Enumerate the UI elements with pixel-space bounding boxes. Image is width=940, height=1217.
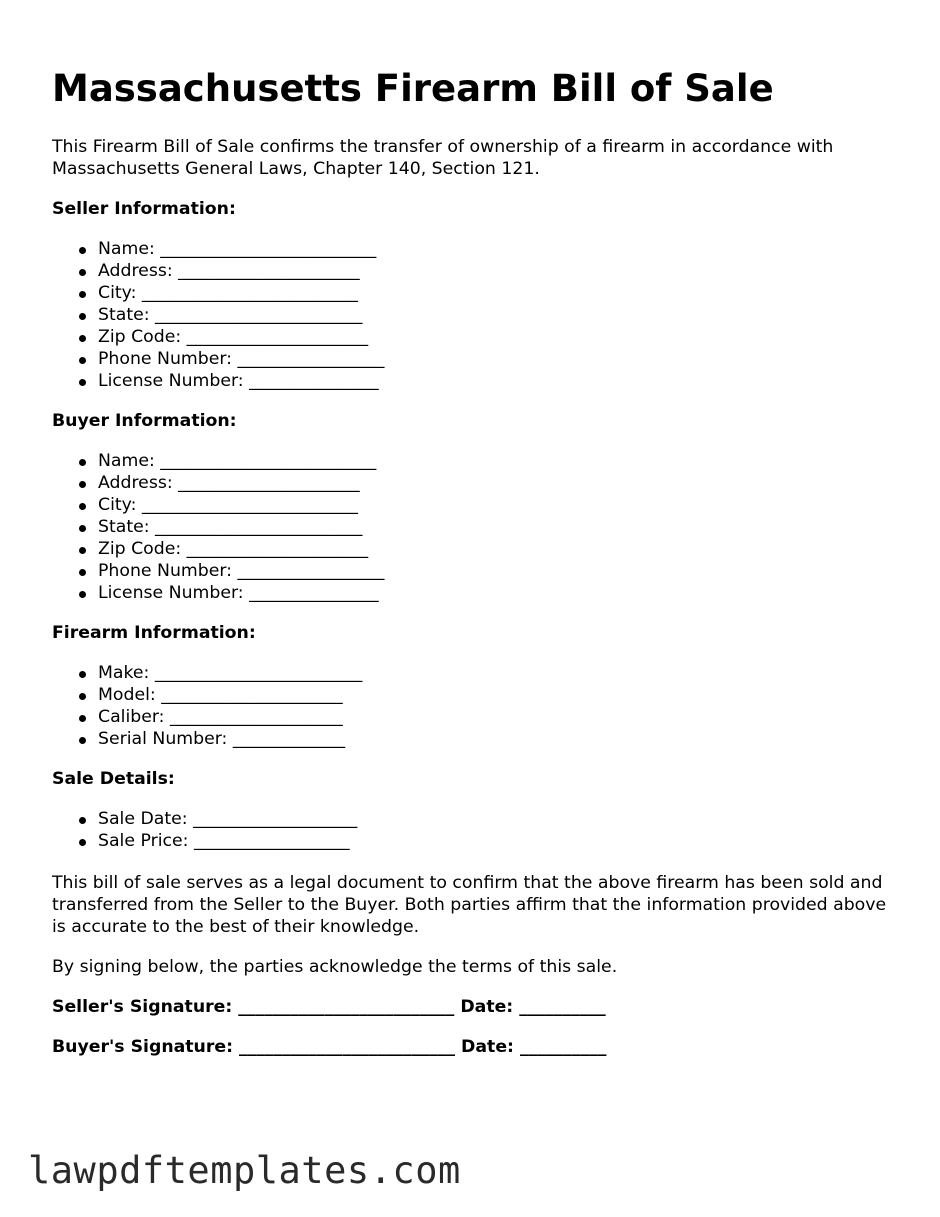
seller-city-field: City: _________________________ (98, 283, 358, 303)
intro-paragraph: This Firearm Bill of Sale confirms the transfer of ownership of a firearm in accordance with Massachusetts General Laws, Chapter 140, Section 121. (52, 137, 834, 179)
list-item (52, 494, 384, 516)
buyer-license-field: License Number: _______________ (98, 583, 379, 603)
seller-license-field: License Number: _______________ (98, 371, 379, 391)
firearm-serial-field: Serial Number: _____________ (98, 729, 346, 749)
watermark: lawpdftemplates.com (28, 1149, 461, 1192)
bullet-icon (79, 313, 86, 320)
list-item (52, 662, 362, 684)
list-item (52, 830, 357, 852)
list-item (52, 560, 384, 582)
bullet-icon (79, 817, 86, 824)
list-item (52, 538, 384, 560)
list-item (52, 304, 384, 326)
bullet-icon (79, 715, 86, 722)
bullet-icon (79, 379, 86, 386)
seller-phone-field: Phone Number: _________________ (98, 349, 385, 369)
firearm-model-field: Model: _____________________ (98, 685, 343, 705)
sale-price-field: Sale Price: __________________ (98, 831, 350, 851)
seller-state-field: State: ________________________ (98, 305, 363, 325)
buyer-phone-field: Phone Number: _________________ (98, 561, 385, 581)
seller-signature-line: Seller's Signature: _________________________ Date: __________ (52, 997, 606, 1017)
buyer-signature-line: Buyer's Signature: _________________________ Date: __________ (52, 1037, 607, 1057)
firearm-heading: Firearm Information: (52, 623, 256, 643)
list-item (52, 370, 384, 392)
list-item (52, 808, 357, 830)
seller-name-field: Name: _________________________ (98, 239, 377, 259)
bullet-icon (79, 839, 86, 846)
list-item (52, 282, 384, 304)
buyer-heading: Buyer Information: (52, 411, 237, 431)
firearm-caliber-field: Caliber: ____________________ (98, 707, 343, 727)
bullet-icon (79, 547, 86, 554)
list-item (52, 472, 384, 494)
list-item (52, 516, 384, 538)
list-item (52, 706, 362, 728)
sale-heading: Sale Details: (52, 769, 175, 789)
bullet-icon (79, 693, 86, 700)
list-item (52, 450, 384, 472)
firearm-make-field: Make: ________________________ (98, 663, 363, 683)
buyer-address-field: Address: _____________________ (98, 473, 360, 493)
seller-heading: Seller Information: (52, 199, 236, 219)
seller-address-field: Address: _____________________ (98, 261, 360, 281)
bullet-icon (79, 481, 86, 488)
bullet-icon (79, 335, 86, 342)
bullet-icon (79, 291, 86, 298)
buyer-fields-list (52, 450, 384, 604)
seller-fields-list (52, 238, 384, 392)
list-item (52, 260, 384, 282)
list-item (52, 238, 384, 260)
bullet-icon (79, 269, 86, 276)
buyer-zip-field: Zip Code: _____________________ (98, 539, 369, 559)
closing-statement: This bill of sale serves as a legal document to confirm that the above firearm has been sold and transferred from the Seller to the Buyer. Both parties affirm that the information provided above is accurate to the best of their knowledge. (52, 873, 887, 937)
bullet-icon (79, 591, 86, 598)
acknowledgement-text: By signing below, the parties acknowledge the terms of this sale. (52, 957, 618, 977)
bullet-icon (79, 459, 86, 466)
list-item (52, 348, 384, 370)
document-title: Massachusetts Firearm Bill of Sale (52, 67, 774, 110)
list-item (52, 326, 384, 348)
bullet-icon (79, 569, 86, 576)
buyer-name-field: Name: _________________________ (98, 451, 377, 471)
bullet-icon (79, 525, 86, 532)
bullet-icon (79, 671, 86, 678)
bullet-icon (79, 247, 86, 254)
bullet-icon (79, 503, 86, 510)
bullet-icon (79, 737, 86, 744)
buyer-city-field: City: _________________________ (98, 495, 358, 515)
list-item (52, 728, 362, 750)
list-item (52, 684, 362, 706)
firearm-fields-list (52, 662, 362, 750)
seller-zip-field: Zip Code: _____________________ (98, 327, 369, 347)
sale-fields-list (52, 808, 357, 852)
bullet-icon (79, 357, 86, 364)
sale-date-field: Sale Date: ___________________ (98, 809, 358, 829)
list-item (52, 582, 384, 604)
buyer-state-field: State: ________________________ (98, 517, 363, 537)
